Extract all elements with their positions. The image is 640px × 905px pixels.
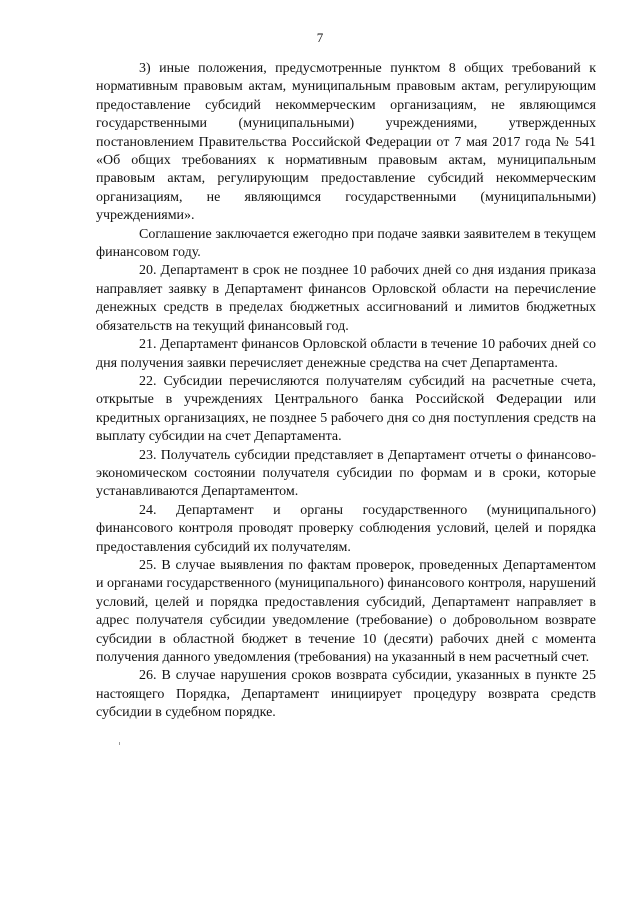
scan-speck — [119, 742, 120, 745]
paragraph-23: 23. Получатель субсидии представляет в Департамент отчеты о финансово-экономическом состоянии получателя субсидии по формам и в сроки, которые устанавливаются Департаментом. — [96, 447, 596, 500]
paragraph-24: 24. Департамент и органы государственного (муниципального) финансового контроля проводят проверку соблюдения условий, целей и порядка предоставления субсидий их получателям. — [96, 502, 596, 555]
paragraph-item-3-other-provisions: 3) иные положения, предусмотренные пунктом 8 общих требований к нормативным правовым актам, муниципальным правовым актам, регулирующим предоставление субсидий некоммерческим организациям, не являющимся государственными (муниципальными) учреждениями, утвержденных постановлением Правительства Российской Федерации от 7 мая 2017 года № 541 «Об общих требованиях к нормативным правовым актам, муниципальным правовым актам, регулирующим предоставление субсидий некоммерческим организациям, не являющимся государственными (муниципальными) учреждениями». — [96, 61, 596, 224]
paragraph-agreement-annual: Соглашение заключается ежегодно при подаче заявки заявителем в текущем финансовом году. — [96, 226, 596, 261]
paragraph-25: 25. В случае выявления по фактам проверок, проведенных Департаментом и органами государственного (муниципального) финансового контроля, нарушений условий, целей и порядка предоставления субсидий, Департамент направляет в адрес получателя субсидии уведомление (требование) о добровольном возврате субсидии в областной бюджет в течение 10 (десяти) рабочих дней с момента получения данного уведомления (требования) на указанный в нем расчетный счет. — [96, 557, 596, 665]
paragraph-26: 26. В случае нарушения сроков возврата субсидии, указанных в пункте 25 настоящего Порядка, Департамент инициирует процедуру возврата средств субсидии в судебном порядке. — [96, 668, 596, 721]
paragraph-22: 22. Субсидии перечисляются получателям субсидий на расчетные счета, открытые в учреждениях Центрального банка Российской Федерации или кредитных организациях, не позднее 5 рабочего дня со дня поступления средств на выплату субсидии на счет Департамента. — [96, 373, 596, 445]
paragraph-21: 21. Департамент финансов Орловской области в течение 10 рабочих дней со дня получения заявки перечисляет денежные средства на счет Департамента. — [96, 337, 596, 371]
document-body — [96, 60, 596, 723]
paragraph-20: 20. Департамент в срок не позднее 10 рабочих дней со дня издания приказа направляет заявку в Департамент финансов Орловской области на перечисление денежных средств в пределах бюджетных ассигнований и лимитов бюджетных обязательств на текущий финансовый год. — [96, 263, 596, 334]
page-number: 7 — [316, 30, 324, 45]
